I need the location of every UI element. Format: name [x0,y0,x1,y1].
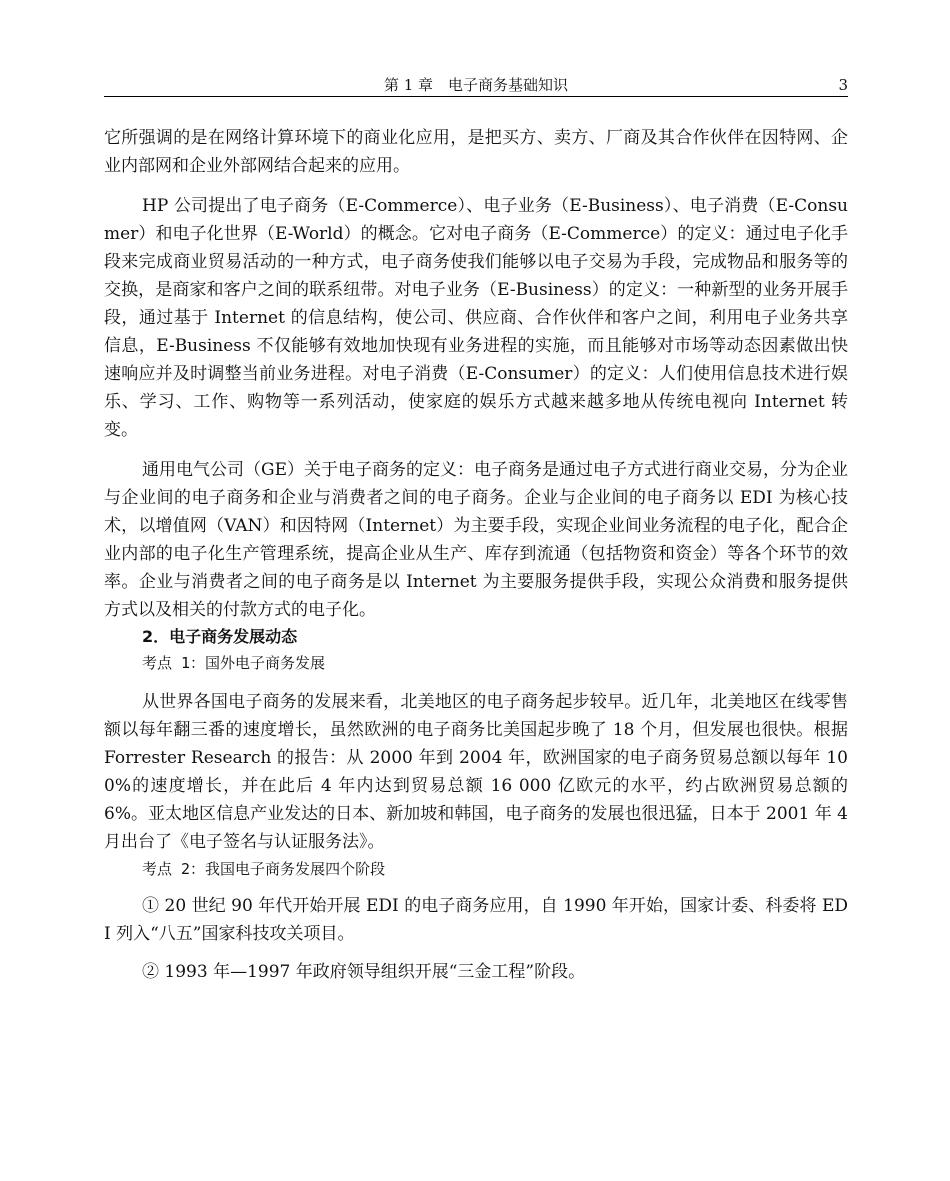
kaodian-1-heading: 考点 1：国外电子商务发展 [142,654,326,672]
list-item-stage-2: ② 1993 年—1997 年政府领导组织开展“三金工程”阶段。 [142,962,586,982]
paragraph-global-development: 从世界各国电子商务的发展来看，北美地区的电子商务起步较早。近几年，北美地区在线零售额以每年翻三番的速度增长，虽然欧洲的电子商务比美国起步晚了 18 个月，但发展也很快。根据 Forrester Research 的报告：从 2000 年到 2004 年，欧洲国家的电子商务贸易总额以每年 100%的速度增长，并在此后 4 年内达到贸易总额 16 000 亿欧元的水平，约占欧洲贸易总额的 6%。亚太地区信息产业发达的日本、新加坡和韩国，电子商务的发展也很迅猛，日本于 2001 年 4 月出台了《电子签名与认证服务法》。 [104,692,848,852]
chapter-title: 第 1 章 电子商务基础知识 [383,76,569,94]
page-body [104,124,848,986]
paragraph-ge-definition: 通用电气公司（GE）关于电子商务的定义：电子商务是通过电子方式进行商业交易，分为企业与企业间的电子商务和企业与消费者之间的电子商务。企业与企业间的电子商务以 EDI 为核心技术，以增值网（VAN）和因特网（Internet）为主要手段，实现企业间业务流程的电子化，配合企业内部的电子化生产管理系统，提高企业从生产、库存到流通（包括物资和资金）等各个环节的效率。企业与消费者之间的电子商务是以 Internet 为主要服务提供手段，实现公众消费和服务提供方式以及相关的付款方式的电子化。 [104,460,848,620]
section-heading: 2．电子商务发展动态 [142,627,298,646]
page-number: 3 [838,76,848,94]
paragraph-hp-definition: HP 公司提出了电子商务（E-Commerce）、电子业务（E-Business）、电子消费（E-Consumer）和电子化世界（E-World）的概念。它对电子商务（E-Commerce）的定义：通过电子化手段来完成商业贸易活动的一种方式，电子商务使我们能够以电子交易为手段，完成物品和服务等的交换，是商家和客户之间的联系纽带。对电子业务（E-Business）的定义：一种新型的业务开展手段，通过基于 Internet 的信息结构，使公司、供应商、合作伙伴和客户之间，利用电子业务共享信息，E-Business 不仅能够有效地加快现有业务进程的实施，而且能够对市场等动态因素做出快速响应并及时调整当前业务进程。对电子消费（E-Consumer）的定义：人们使用信息技术进行娱乐、学习、工作、购物等一系列活动，使家庭的娱乐方式越来越多地从传统电视向 Internet 转变。 [104,196,848,440]
list-item-stage-1: ① 20 世纪 90 年代开始开展 EDI 的电子商务应用，自 1990 年开始，国家计委、科委将 EDI 列入“八五”国家科技攻关项目。 [104,896,848,944]
kaodian-2-heading: 考点 2：我国电子商务发展四个阶段 [142,860,386,878]
paragraph-1: 它所强调的是在网络计算环境下的商业化应用，是把买方、卖方、厂商及其合作伙伴在因特网、企业内部网和企业外部网结合起来的应用。 [104,128,848,176]
page-header [104,74,848,97]
